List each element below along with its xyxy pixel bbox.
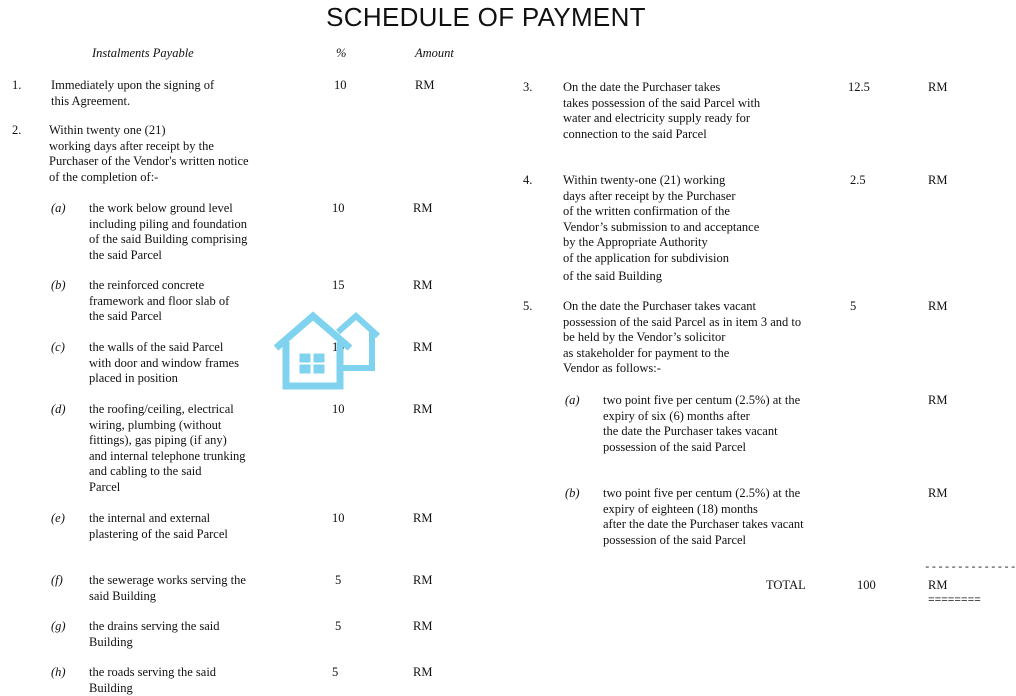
- sub-percent: 15: [332, 278, 345, 292]
- sub-label: (e): [51, 511, 65, 525]
- sub-label: (b): [565, 486, 580, 500]
- item-number: 3.: [523, 80, 533, 94]
- item-text-last: of the said Building: [563, 269, 662, 283]
- item-text: Immediately upon the signing of this Agreement.: [51, 78, 215, 108]
- item-number: 5.: [523, 299, 533, 313]
- sub-amount: RM: [413, 201, 433, 215]
- item-percent: 2.5: [850, 173, 866, 187]
- sub-percent: 10: [332, 511, 345, 525]
- item-amount: RM: [928, 80, 948, 94]
- total-percent: 100: [857, 578, 876, 592]
- sub-label: (f): [51, 573, 63, 587]
- sub-label: (b): [51, 278, 66, 292]
- sub-percent: 5: [332, 665, 339, 679]
- page-title: SCHEDULE OF PAYMENT: [326, 2, 646, 32]
- sub-text: the roofing/ceiling, electrical wiring, plumbing (without fittings), gas piping (if any) and internal telephone trunking and cabling to the said Parcel: [89, 402, 246, 494]
- sub-text: the work below ground level including piling and foundation of the said Building comprising the said Parcel: [89, 201, 248, 262]
- sub-amount: RM: [413, 511, 433, 525]
- sub-label: (d): [51, 402, 66, 416]
- sub-text: the internal and external plastering of the said Parcel: [89, 511, 228, 541]
- sub-percent: 10: [332, 340, 345, 354]
- house-icon: [272, 308, 382, 390]
- item-text: On the date the Purchaser takes takes possession of the said Parcel with water and electricity supply ready for connection to the said Parcel: [563, 80, 761, 141]
- sub-text: the drains serving the said Building: [89, 619, 220, 649]
- sub-percent: 5: [335, 619, 342, 633]
- total-rule-top: --------------: [924, 562, 1016, 574]
- item-number: 4.: [523, 173, 533, 187]
- sub-text: two point five per centum (2.5%) at the expiry of eighteen (18) months after the date the Purchaser takes vacant possession of the said Parcel: [603, 486, 804, 547]
- total-rule-bottom: ========: [928, 595, 981, 607]
- sub-label: (g): [51, 619, 66, 633]
- item-amount: RM: [415, 78, 435, 92]
- sub-amount: RM: [928, 393, 948, 407]
- item-text: Within twenty one (21) working days after receipt by the Purchaser of the Vendor's written notice of the completion of:-: [49, 123, 249, 184]
- sub-text: the reinforced concrete framework and floor slab of the said Parcel: [89, 278, 230, 323]
- sub-amount: RM: [928, 486, 948, 500]
- sub-label: (h): [51, 665, 66, 679]
- sub-amount: RM: [413, 573, 433, 587]
- sub-amount: RM: [413, 340, 433, 354]
- sub-text: the roads serving the said Building: [89, 665, 217, 695]
- sub-amount: RM: [413, 619, 433, 633]
- sub-percent: 10: [332, 201, 345, 215]
- item-percent: 12.5: [848, 80, 870, 94]
- item-percent: 10: [334, 78, 347, 92]
- sub-label: (a): [51, 201, 66, 215]
- item-text: On the date the Purchaser takes vacant possession of the said Parcel as in item 3 and to be held by the Vendor’s solicitor as stakeholder for payment to the Vendor as follows:-: [563, 299, 802, 375]
- sub-amount: RM: [413, 665, 433, 679]
- item-percent: 5: [850, 299, 857, 313]
- sub-text: two point five per centum (2.5%) at the expiry of six (6) months after the date the Purchaser takes vacant possession of the said Parcel: [603, 393, 801, 454]
- sub-percent: 10: [332, 402, 345, 416]
- sub-label: (a): [565, 393, 580, 407]
- sub-amount: RM: [413, 278, 433, 292]
- sub-percent: 5: [335, 573, 342, 587]
- sub-label: (c): [51, 340, 65, 354]
- header-amount: Amount: [415, 46, 454, 60]
- total-label: TOTAL: [766, 578, 806, 592]
- item-amount: RM: [928, 173, 948, 187]
- header-instalments: Instalments Payable: [92, 46, 194, 60]
- item-number: 2.: [12, 123, 22, 137]
- total-amount: RM: [928, 578, 948, 592]
- sub-text: the walls of the said Parcel with door and window frames placed in position: [89, 340, 239, 385]
- item-text: Within twenty-one (21) working days after receipt by the Purchaser of the written confirmation of the Vendor’s submission to and acceptance by the Appropriate Authority of the application for subdivision: [563, 173, 760, 265]
- item-amount: RM: [928, 299, 948, 313]
- item-number: 1.: [12, 78, 22, 92]
- sub-text: the sewerage works serving the said Building: [89, 573, 246, 603]
- header-percent: %: [336, 46, 347, 60]
- sub-amount: RM: [413, 402, 433, 416]
